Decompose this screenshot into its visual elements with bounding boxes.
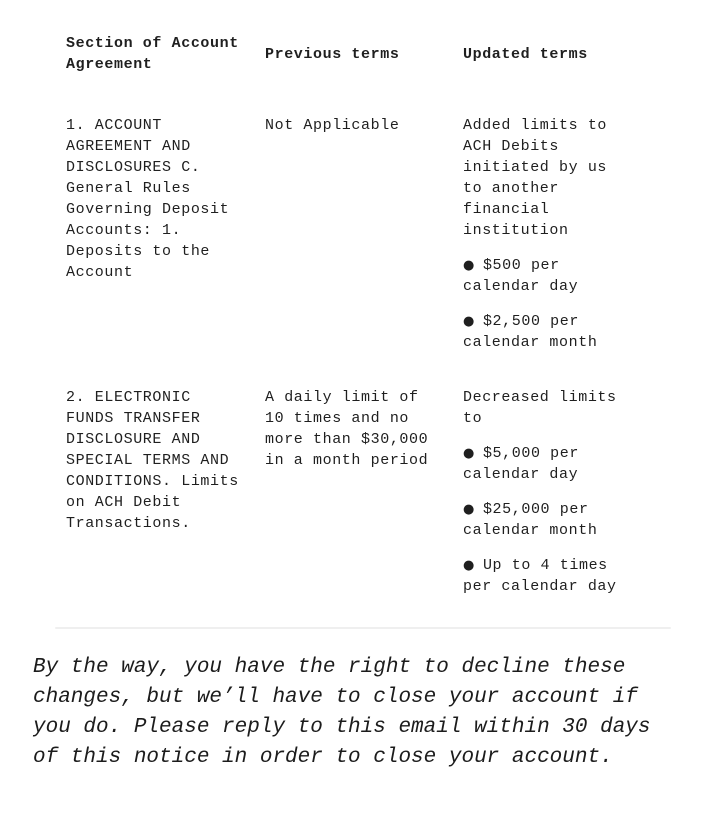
updated-terms-cell	[463, 115, 621, 353]
section-cell: 1. ACCOUNT AGREEMENT AND DISCLOSURES C. General Rules Governing Deposit Accounts: 1. Deposits to the Account	[66, 117, 230, 281]
updated-terms-intro: Added limits to ACH Debits initiated by us to another financial institution	[463, 117, 608, 239]
previous-terms-cell: A daily limit of 10 times and no more than $30,000 in a month period	[265, 389, 429, 469]
bullet-icon: ●	[463, 446, 475, 461]
agreement-terms-table	[66, 33, 726, 597]
bullet-text: $5,000 per calendar day	[463, 445, 579, 483]
bullet-icon: ●	[463, 314, 475, 329]
bullet-text: $25,000 per calendar month	[463, 501, 598, 539]
bullet-item	[463, 555, 621, 597]
section-cell: 2. ELECTRONIC FUNDS TRANSFER DISCLOSURE AND SPECIAL TERMS AND CONDITIONS. Limits on ACH Debit Transactions.	[66, 389, 239, 532]
updated-terms-intro: Decreased limits to	[463, 389, 617, 427]
bullet-item	[463, 443, 621, 485]
header-updated-terms: Updated terms	[463, 45, 588, 63]
previous-terms-cell: Not Applicable	[265, 117, 400, 134]
bullet-item	[463, 499, 621, 541]
section-divider	[55, 627, 671, 629]
updated-terms-cell	[463, 387, 621, 597]
bullet-text: $2,500 per calendar month	[463, 313, 598, 351]
bullet-item	[463, 255, 621, 297]
bullet-text: $500 per calendar day	[463, 257, 579, 295]
bullet-icon: ●	[463, 558, 475, 573]
bullet-icon: ●	[463, 258, 475, 273]
bullet-text: Up to 4 times per calendar day	[463, 557, 617, 595]
header-section-of-account-agreement: Section of Account Agreement	[66, 35, 239, 73]
header-previous-terms: Previous terms	[265, 45, 400, 63]
document-page	[0, 33, 726, 833]
table-row	[66, 115, 726, 353]
table-header-row	[66, 33, 726, 75]
closure-notice-paragraph: By the way, you have the right to decline these changes, but we’ll have to close your account if you do. Please reply to this email within 30 days of this notice in order to close your account.	[33, 656, 651, 769]
bullet-item	[463, 311, 621, 353]
table-row	[66, 387, 726, 597]
bullet-icon: ●	[463, 502, 475, 517]
